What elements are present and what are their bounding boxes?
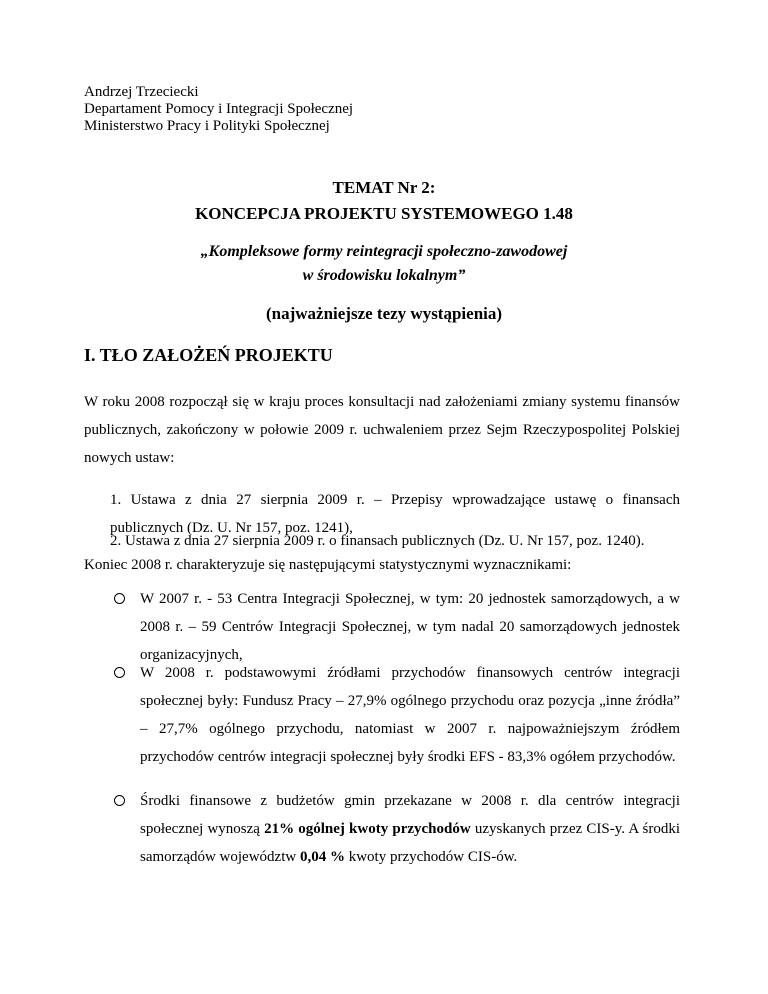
law-item: 1. Ustawa z dnia 27 sierpnia 2009 r. – Przepisy wprowadzające ustawę o finansach publicznych (Dz. U. Nr 157, poz. 1241),: [110, 492, 680, 536]
stats-intro: Koniec 2008 r. charakteryzuje się następującymi statystycznymi wyznacznikami:: [84, 557, 572, 573]
topic-heading: TEMAT Nr 2:: [332, 178, 436, 197]
bullet-text: W 2008 r. podstawowymi źródłami przychodów finansowych centrów integracji społecznej były: Fundusz Pracy – 27,9% ogólnego przychodu oraz pozycja „inne źródła” – 27,7% ogólnego przychodu, natomiast w 2007 r. najpoważniejszym źródłem przychodów centrów integracji społecznej były środki EFS - 83,3% ogółem przychodów.: [140, 665, 680, 765]
author-name: Andrzej Trzeciecki: [84, 84, 199, 100]
author-block: [84, 84, 353, 135]
theses-note: (najważniejsze tezy wystąpienia): [265, 304, 503, 323]
bullet-text-part-2: uzyskanych przez CIS-y. A środki samorządów województw: [140, 821, 680, 865]
bullet-text-part-3: kwoty przychodów CIS-ów.: [344, 849, 518, 865]
law-item: 2. Ustawa z dnia 27 sierpnia 2009 r. o finansach publicznych (Dz. U. Nr 157, poz. 1240).: [110, 533, 645, 549]
section-heading: I. TŁO ZAŁOŻEŃ PROJEKTU: [84, 345, 333, 365]
intro-paragraph: W roku 2008 rozpoczął się w kraju proces konsultacji nad założeniami zmiany systemu finansów publicznych, zakończony w połowie 2009 r. uchwaleniem przez Sejm Rzeczypospolitej Polskiej nowych ustaw:: [84, 394, 680, 466]
author-ministry: Ministerstwo Pracy i Polityki Społecznej: [84, 118, 330, 134]
bullet-bold-amount: 21% ogólnej kwoty przychodów: [264, 821, 471, 837]
stats-bullet-3: [110, 787, 680, 871]
subtitle-line-2: w środowisku lokalnym”: [302, 267, 466, 284]
law-list-item-2: [110, 527, 680, 555]
stats-bullet-1: [110, 585, 680, 669]
stats-bullet-2: [110, 659, 680, 771]
subtitle-line-1: „Kompleksowe formy reintegracji społeczno-zawodowej: [200, 243, 568, 260]
bullet-text-part-1: Środki finansowe z budżetów gmin przekazane w 2008 r. dla centrów integracji społecznej wynoszą: [140, 793, 680, 837]
circle-bullet-icon: [114, 795, 125, 806]
circle-bullet-icon: [114, 593, 125, 604]
bullet-bold-percent: 0,04 %: [299, 849, 345, 865]
bullet-text: W 2007 r. - 53 Centra Integracji Społecznej, w tym: 20 jednostek samorządowych, a w 2008 r. – 59 Centrów Integracji Społecznej, w tym nadal 20 samorządowych jednostek organizacyjnych,: [140, 591, 680, 663]
concept-heading: KONCEPCJA PROJEKTU SYSTEMOWEGO 1.48: [195, 204, 573, 223]
circle-bullet-icon: [114, 667, 125, 678]
author-department: Departament Pomocy i Integracji Społecznej: [84, 101, 354, 117]
